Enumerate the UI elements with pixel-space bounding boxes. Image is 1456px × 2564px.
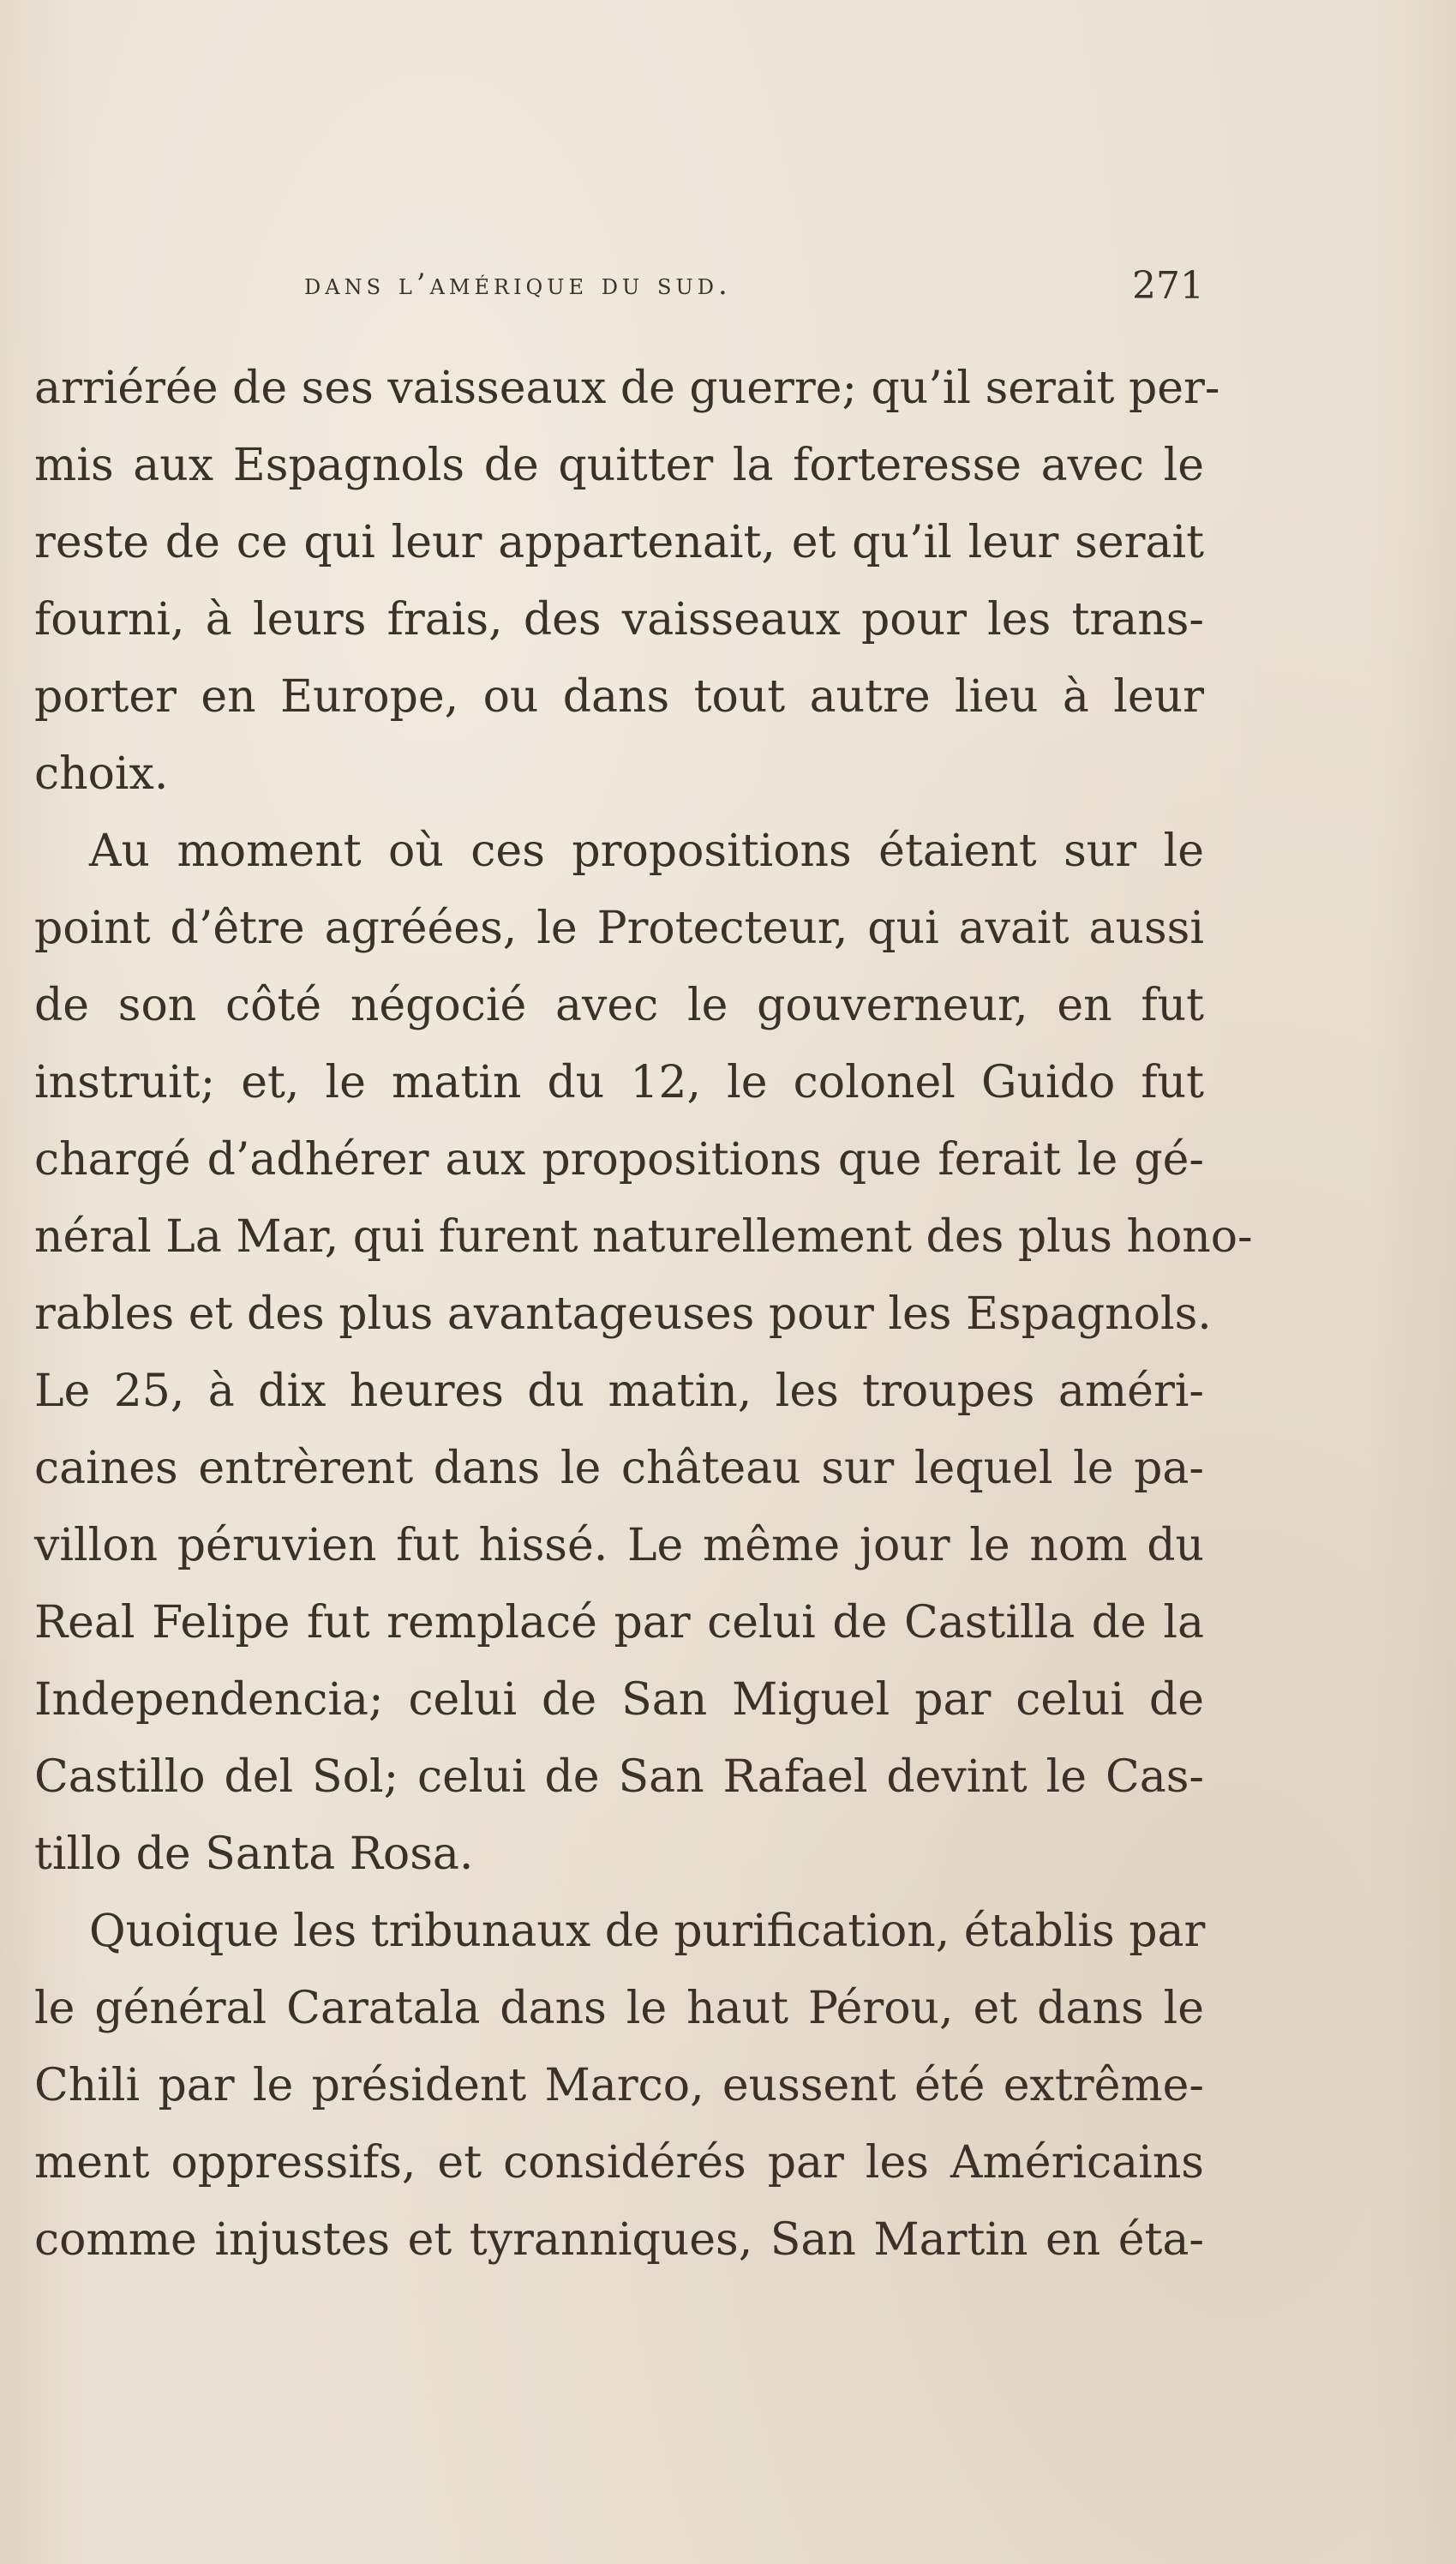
running-title: dans l’amérique du sud. [304, 267, 732, 302]
text-line: de son côté négocié avec le gouverneur, en fut [34, 980, 1204, 1031]
text-line: Real Felipe fut remplacé par celui de Castilla de la [34, 1597, 1204, 1648]
text-line: fourni, à leurs frais, des vaisseaux pour les trans- [34, 594, 1204, 646]
text-line: chargé d’adhérer aux propositions que ferait le gé- [34, 1134, 1204, 1186]
paragraph-start-line: Quoique les tribunaux de purification, établis par [89, 1906, 1206, 1957]
text-line: comme injustes et tyranniques, San Martin en éta- [34, 2214, 1204, 2266]
body-text [34, 350, 1253, 2279]
text-line: instruit; et, le matin du 12, le colonel Guido fut [34, 1057, 1204, 1108]
text-line: Independencia; celui de San Miguel par celui de [34, 1674, 1204, 1726]
page-number: 271 [1132, 264, 1204, 308]
text-line: néral La Mar, qui furent naturellement des plus hono- [34, 1211, 1253, 1263]
text-line: Chili par le président Marco, eussent été extrême- [34, 2060, 1204, 2111]
text-line: choix. [34, 748, 169, 800]
text-line: caines entrèrent dans le château sur lequel le pa- [34, 1443, 1204, 1494]
text-line: reste de ce qui leur appartenait, et qu’il leur serait [34, 517, 1204, 568]
text-line: rables et des plus avantageuses pour les Espagnols. [34, 1288, 1212, 1340]
text-line: Le 25, à dix heures du matin, les troupes améri- [34, 1366, 1204, 1417]
text-line: villon péruvien fut hissé. Le même jour le nom du [34, 1520, 1204, 1571]
text-line: le général Caratala dans le haut Pérou, et dans le [34, 1983, 1204, 2034]
text-line: tillo de Santa Rosa. [34, 1828, 474, 1880]
text-line: ment oppressifs, et considérés par les Américains [34, 2137, 1204, 2189]
running-head [304, 264, 1204, 319]
text-line: porter en Europe, ou dans tout autre lieu à leur [34, 671, 1204, 723]
paragraph-start-line: Au moment où ces propositions étaient sur le [89, 826, 1204, 877]
text-line: Castillo del Sol; celui de San Rafael devint le Cas- [34, 1751, 1204, 1803]
text-line: mis aux Espagnols de quitter la forteresse avec le [34, 440, 1204, 491]
text-line: arriérée de ses vaisseaux de guerre; qu’il serait per- [34, 363, 1220, 414]
text-line: point d’être agréées, le Protecteur, qui avait aussi [34, 903, 1204, 954]
